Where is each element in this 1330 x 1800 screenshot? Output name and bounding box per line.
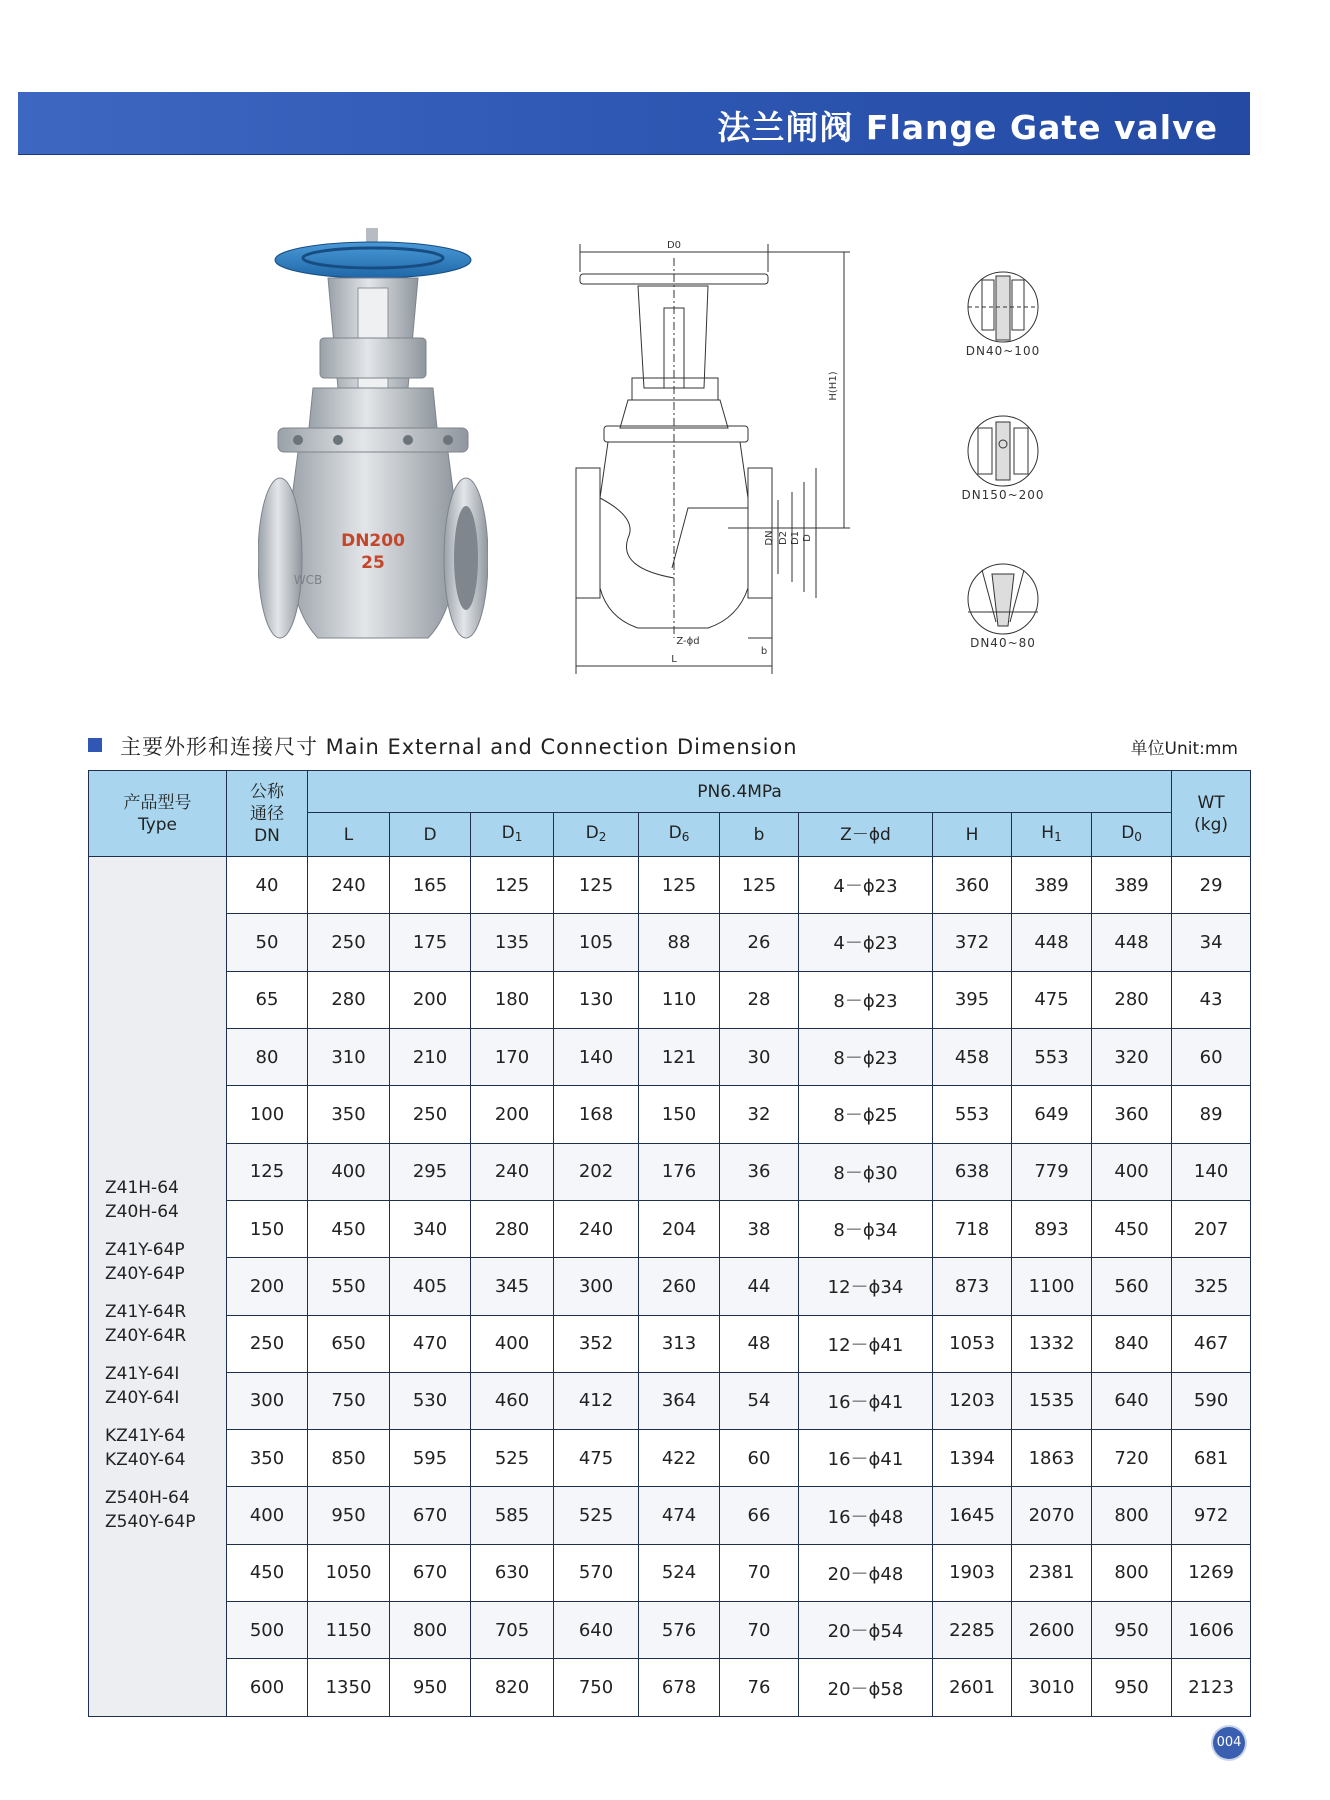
table-cell: 28 <box>720 971 799 1028</box>
table-cell: 590 <box>1172 1372 1251 1429</box>
table-cell: 295 <box>390 1143 471 1200</box>
table-cell: 125 <box>554 857 639 914</box>
table-row <box>89 1028 1251 1085</box>
table-cell: 150 <box>639 1086 720 1143</box>
table-cell: 16－ϕ48 <box>799 1487 933 1544</box>
header-dn: 公称 通径 DN <box>227 771 308 857</box>
valve-photo <box>258 228 488 668</box>
table-row <box>89 1430 1251 1487</box>
table-cell: 640 <box>554 1602 639 1659</box>
table-cell: 972 <box>1172 1487 1251 1544</box>
table-cell: 66 <box>720 1487 799 1544</box>
valve-technical-drawing <box>568 238 868 682</box>
table-cell: 180 <box>471 971 554 1028</box>
type-model: Z41Y-64P <box>105 1239 185 1260</box>
table-cell: 595 <box>390 1430 471 1487</box>
table-cell: 8－ϕ23 <box>799 971 933 1028</box>
page-number: 004 <box>1213 1727 1245 1759</box>
table-row <box>89 1143 1251 1200</box>
seat-detail-1-icon <box>966 270 1040 344</box>
table-cell: 1053 <box>933 1315 1012 1372</box>
detail-view-2 <box>958 414 1048 502</box>
body-marking-size: DN200 <box>341 531 405 551</box>
type-model: Z40Y-64P <box>105 1263 185 1284</box>
table-cell: 550 <box>308 1258 390 1315</box>
table-cell: 718 <box>933 1200 1012 1257</box>
type-model: Z40H-64 <box>105 1201 179 1222</box>
table-cell: 20－ϕ58 <box>799 1659 933 1717</box>
table-cell: 280 <box>471 1200 554 1257</box>
dim-z-phi-d-label: Z-ϕd <box>676 636 700 647</box>
table-cell: 1350 <box>308 1659 390 1717</box>
table-cell: 135 <box>471 914 554 971</box>
table-cell: 29 <box>1172 857 1251 914</box>
table-cell: 400 <box>471 1315 554 1372</box>
table-cell: 640 <box>1092 1372 1172 1429</box>
table-cell: 630 <box>471 1544 554 1601</box>
table-row <box>89 1659 1251 1717</box>
table-cell: 175 <box>390 914 471 971</box>
table-cell: 448 <box>1012 914 1092 971</box>
table-cell: 8－ϕ30 <box>799 1143 933 1200</box>
table-cell: 450 <box>1092 1200 1172 1257</box>
table-cell: 600 <box>227 1659 308 1717</box>
product-type-cell <box>89 857 227 1717</box>
table-cell: 240 <box>471 1143 554 1200</box>
table-cell: 140 <box>1172 1143 1251 1200</box>
table-cell: 300 <box>227 1372 308 1429</box>
table-cell: 210 <box>390 1028 471 1085</box>
table-cell: 670 <box>390 1544 471 1601</box>
table-cell: 310 <box>308 1028 390 1085</box>
type-model: Z40Y-64I <box>105 1387 180 1408</box>
type-group <box>105 1176 226 1224</box>
table-cell: 70 <box>720 1544 799 1601</box>
table-row <box>89 914 1251 971</box>
table-cell: 873 <box>933 1258 1012 1315</box>
table-cell: 12－ϕ41 <box>799 1315 933 1372</box>
table-row <box>89 1086 1251 1143</box>
table-cell: 125 <box>639 857 720 914</box>
type-model: Z41Y-64I <box>105 1363 180 1384</box>
table-cell: 405 <box>390 1258 471 1315</box>
dim-dn-label: DN <box>764 530 775 546</box>
table-cell: 1645 <box>933 1487 1012 1544</box>
table-cell: 44 <box>720 1258 799 1315</box>
table-cell: 170 <box>471 1028 554 1085</box>
table-cell: 200 <box>471 1086 554 1143</box>
table-cell: 1535 <box>1012 1372 1092 1429</box>
dim-d0-label: D0 <box>666 240 682 251</box>
table-cell: 352 <box>554 1315 639 1372</box>
table-row <box>89 1258 1251 1315</box>
table-cell: 34 <box>1172 914 1251 971</box>
table-cell: 389 <box>1012 857 1092 914</box>
table-cell: 1863 <box>1012 1430 1092 1487</box>
dim-d1-label: D1 <box>790 530 801 546</box>
table-cell: 150 <box>227 1200 308 1257</box>
table-cell: 204 <box>639 1200 720 1257</box>
table-cell: 105 <box>554 914 639 971</box>
header-d0: $D_0$ <box>1092 813 1172 857</box>
table-cell: 458 <box>933 1028 1012 1085</box>
table-cell: 2123 <box>1172 1659 1251 1717</box>
detail-label-1: DN40~100 <box>965 344 1041 358</box>
dim-d2-label: D2 <box>778 530 789 546</box>
table-cell: 60 <box>1172 1028 1251 1085</box>
table-row <box>89 857 1251 914</box>
table-cell: 70 <box>720 1602 799 1659</box>
table-cell: 1394 <box>933 1430 1012 1487</box>
table-cell: 4－ϕ23 <box>799 914 933 971</box>
table-cell: 200 <box>227 1258 308 1315</box>
table-cell: 350 <box>308 1086 390 1143</box>
table-cell: 412 <box>554 1372 639 1429</box>
dimension-section-header <box>88 730 1238 760</box>
table-cell: 50 <box>227 914 308 971</box>
table-cell: 165 <box>390 857 471 914</box>
table-cell: 1269 <box>1172 1544 1251 1601</box>
header-d2: $D_2$ <box>554 813 639 857</box>
type-model: Z41H-64 <box>105 1177 179 1198</box>
table-cell: 460 <box>471 1372 554 1429</box>
table-cell: 364 <box>639 1372 720 1429</box>
table-cell: 649 <box>1012 1086 1092 1143</box>
table-row <box>89 1544 1251 1601</box>
header-type: 产品型号 Type <box>89 771 227 857</box>
table-row <box>89 1372 1251 1429</box>
table-cell: 89 <box>1172 1086 1251 1143</box>
table-cell: 240 <box>554 1200 639 1257</box>
detail-view-3 <box>958 562 1048 650</box>
table-cell: 560 <box>1092 1258 1172 1315</box>
dim-d-label: D <box>802 534 813 542</box>
table-cell: 2601 <box>933 1659 1012 1717</box>
detail-view-1 <box>958 270 1048 358</box>
table-cell: 80 <box>227 1028 308 1085</box>
table-row <box>89 1487 1251 1544</box>
table-cell: 48 <box>720 1315 799 1372</box>
body-marking-material: WCB <box>293 573 323 587</box>
header-d6: $D_6$ <box>639 813 720 857</box>
table-cell: 950 <box>308 1487 390 1544</box>
table-cell: 16－ϕ41 <box>799 1430 933 1487</box>
type-model: Z540H-64 <box>105 1487 190 1508</box>
table-row <box>89 971 1251 1028</box>
table-cell: 12－ϕ34 <box>799 1258 933 1315</box>
table-cell: 475 <box>554 1430 639 1487</box>
table-cell: 8－ϕ23 <box>799 1028 933 1085</box>
table-cell: 400 <box>1092 1143 1172 1200</box>
dim-l-label: L <box>671 654 677 665</box>
table-cell: 360 <box>1092 1086 1172 1143</box>
table-cell: 1332 <box>1012 1315 1092 1372</box>
type-group <box>105 1424 226 1472</box>
header-pressure: PN6.4MPa <box>308 771 1172 813</box>
table-cell: 474 <box>639 1487 720 1544</box>
table-cell: 32 <box>720 1086 799 1143</box>
table-cell: 650 <box>308 1315 390 1372</box>
dimension-table <box>88 770 1251 1717</box>
table-cell: 524 <box>639 1544 720 1601</box>
table-cell: 168 <box>554 1086 639 1143</box>
table-cell: 893 <box>1012 1200 1092 1257</box>
table-cell: 372 <box>933 914 1012 971</box>
type-model: Z40Y-64R <box>105 1325 187 1346</box>
table-cell: 450 <box>308 1200 390 1257</box>
square-bullet-icon <box>88 738 102 752</box>
table-cell: 800 <box>1092 1487 1172 1544</box>
table-cell: 448 <box>1092 914 1172 971</box>
table-cell: 2285 <box>933 1602 1012 1659</box>
table-cell: 4－ϕ23 <box>799 857 933 914</box>
table-cell: 345 <box>471 1258 554 1315</box>
table-cell: 250 <box>227 1315 308 1372</box>
table-cell: 850 <box>308 1430 390 1487</box>
table-cell: 38 <box>720 1200 799 1257</box>
dim-h-h1-label: H(H1) <box>828 371 839 401</box>
table-cell: 280 <box>308 971 390 1028</box>
valve-flange-left <box>258 478 302 638</box>
table-row <box>89 1315 1251 1372</box>
table-cell: 130 <box>554 971 639 1028</box>
header-l: L <box>308 813 390 857</box>
table-cell: 2600 <box>1012 1602 1092 1659</box>
table-cell: 1150 <box>308 1602 390 1659</box>
table-cell: 20－ϕ48 <box>799 1544 933 1601</box>
table-cell: 250 <box>308 914 390 971</box>
table-cell: 395 <box>933 971 1012 1028</box>
table-cell: 260 <box>639 1258 720 1315</box>
table-cell: 467 <box>1172 1315 1251 1372</box>
table-cell: 65 <box>227 971 308 1028</box>
table-cell: 1050 <box>308 1544 390 1601</box>
table-cell: 705 <box>471 1602 554 1659</box>
unit-label: 单位Unit:mm <box>1130 739 1238 759</box>
dim-b-label: b <box>760 646 768 657</box>
table-cell: 325 <box>1172 1258 1251 1315</box>
table-cell: 750 <box>554 1659 639 1717</box>
table-cell: 553 <box>933 1086 1012 1143</box>
table-cell: 638 <box>933 1143 1012 1200</box>
type-model: Z540Y-64P <box>105 1511 196 1532</box>
table-cell: 389 <box>1092 857 1172 914</box>
table-cell: 313 <box>639 1315 720 1372</box>
header-bolts: Z－ϕd <box>799 813 933 857</box>
table-cell: 950 <box>1092 1602 1172 1659</box>
table-cell: 820 <box>471 1659 554 1717</box>
table-cell: 450 <box>227 1544 308 1601</box>
table-cell: 2381 <box>1012 1544 1092 1601</box>
header-b: b <box>720 813 799 857</box>
table-cell: 121 <box>639 1028 720 1085</box>
table-cell: 576 <box>639 1602 720 1659</box>
table-cell: 350 <box>227 1430 308 1487</box>
seat-detail-2-icon <box>966 414 1040 488</box>
type-model: KZ40Y-64 <box>105 1449 186 1470</box>
table-cell: 422 <box>639 1430 720 1487</box>
table-cell: 125 <box>471 857 554 914</box>
dimension-table-body <box>89 857 1251 1717</box>
table-cell: 20－ϕ54 <box>799 1602 933 1659</box>
table-cell: 779 <box>1012 1143 1092 1200</box>
table-cell: 525 <box>554 1487 639 1544</box>
table-cell: 54 <box>720 1372 799 1429</box>
detail-label-3: DN40~80 <box>970 636 1036 650</box>
table-cell: 800 <box>1092 1544 1172 1601</box>
table-cell: 553 <box>1012 1028 1092 1085</box>
table-cell: 470 <box>390 1315 471 1372</box>
table-cell: 3010 <box>1012 1659 1092 1717</box>
type-group <box>105 1300 226 1348</box>
header-h: H <box>933 813 1012 857</box>
table-cell: 320 <box>1092 1028 1172 1085</box>
table-cell: 840 <box>1092 1315 1172 1372</box>
table-cell: 207 <box>1172 1200 1251 1257</box>
type-model: KZ41Y-64 <box>105 1425 186 1446</box>
table-cell: 750 <box>308 1372 390 1429</box>
table-cell: 100 <box>227 1086 308 1143</box>
header-weight: WT (kg) <box>1172 771 1251 857</box>
section-title: 主要外形和连接尺寸 Main External and Connection Dimension <box>120 735 798 759</box>
table-cell: 26 <box>720 914 799 971</box>
type-group <box>105 1362 226 1410</box>
table-cell: 400 <box>308 1143 390 1200</box>
table-cell: 1903 <box>933 1544 1012 1601</box>
table-cell: 950 <box>1092 1659 1172 1717</box>
type-group <box>105 1238 226 1286</box>
table-cell: 570 <box>554 1544 639 1601</box>
table-cell: 110 <box>639 971 720 1028</box>
table-cell: 43 <box>1172 971 1251 1028</box>
page-title: 法兰闸阀 Flange Gate valve <box>717 108 1218 147</box>
body-marking-pressure: 25 <box>361 553 385 573</box>
seat-detail-3-icon <box>966 562 1040 636</box>
table-cell: 125 <box>227 1143 308 1200</box>
table-cell: 125 <box>720 857 799 914</box>
title-banner <box>18 92 1250 154</box>
table-cell: 300 <box>554 1258 639 1315</box>
table-cell: 60 <box>720 1430 799 1487</box>
header-d1: $D_1$ <box>471 813 554 857</box>
table-cell: 360 <box>933 857 1012 914</box>
table-cell: 76 <box>720 1659 799 1717</box>
table-cell: 950 <box>390 1659 471 1717</box>
table-cell: 1203 <box>933 1372 1012 1429</box>
table-cell: 1606 <box>1172 1602 1251 1659</box>
table-cell: 400 <box>227 1487 308 1544</box>
table-cell: 670 <box>390 1487 471 1544</box>
table-cell: 8－ϕ25 <box>799 1086 933 1143</box>
table-cell: 8－ϕ34 <box>799 1200 933 1257</box>
table-row <box>89 1602 1251 1659</box>
table-row <box>89 1200 1251 1257</box>
table-cell: 40 <box>227 857 308 914</box>
type-group <box>105 1486 226 1534</box>
table-cell: 176 <box>639 1143 720 1200</box>
table-cell: 16－ϕ41 <box>799 1372 933 1429</box>
table-cell: 240 <box>308 857 390 914</box>
table-cell: 2070 <box>1012 1487 1092 1544</box>
table-cell: 720 <box>1092 1430 1172 1487</box>
table-cell: 500 <box>227 1602 308 1659</box>
detail-label-2: DN150~200 <box>961 488 1045 502</box>
table-cell: 1100 <box>1012 1258 1092 1315</box>
table-cell: 30 <box>720 1028 799 1085</box>
table-cell: 585 <box>471 1487 554 1544</box>
header-d: D <box>390 813 471 857</box>
type-model: Z41Y-64R <box>105 1301 187 1322</box>
table-cell: 202 <box>554 1143 639 1200</box>
table-cell: 140 <box>554 1028 639 1085</box>
table-cell: 200 <box>390 971 471 1028</box>
table-cell: 340 <box>390 1200 471 1257</box>
table-cell: 36 <box>720 1143 799 1200</box>
header-h1: $H_1$ <box>1012 813 1092 857</box>
table-cell: 530 <box>390 1372 471 1429</box>
table-cell: 681 <box>1172 1430 1251 1487</box>
table-cell: 250 <box>390 1086 471 1143</box>
table-cell: 800 <box>390 1602 471 1659</box>
table-cell: 475 <box>1012 971 1092 1028</box>
table-cell: 280 <box>1092 971 1172 1028</box>
table-cell: 525 <box>471 1430 554 1487</box>
table-cell: 678 <box>639 1659 720 1717</box>
table-cell: 88 <box>639 914 720 971</box>
